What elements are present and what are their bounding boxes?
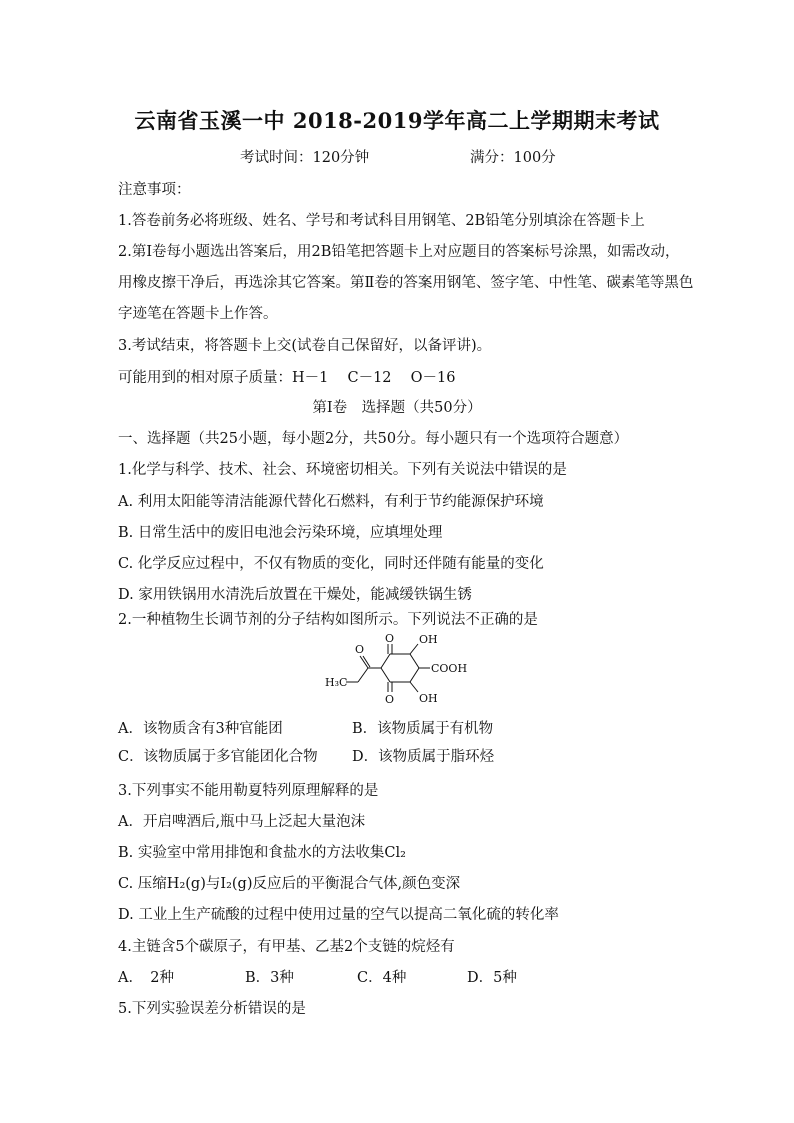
question-2-stem: 2.一种植物生长调节剂的分子结构如图所示。下列说法不正确的是	[118, 612, 538, 628]
atomic-masses: 可能用到的相对原子质量：H－1 C－12 O－16	[118, 370, 456, 386]
question-3-stem: 3.下列事实不能用勒夏特列原理解释的是	[118, 783, 379, 799]
question-4-option-d: D．5种	[467, 970, 517, 986]
mol-cooh: COOH	[431, 662, 468, 675]
question-4-option-a: A． 2种	[118, 970, 174, 986]
question-1-stem: 1.化学与科学、技术、社会、环境密切相关。下列有关说法中错误的是	[118, 462, 567, 478]
note-2-line-1: 2.第Ⅰ卷每小题选出答案后，用2B铅笔把答题卡上对应题目的答案标号涂黑，如需改动，	[118, 244, 680, 260]
question-2-option-c: C．该物质属于多官能团化合物	[118, 749, 318, 765]
mol-oh-top: OH	[419, 633, 438, 646]
exam-score: 满分：100分	[470, 150, 556, 166]
question-5-stem: 5.下列实验误差分析错误的是	[118, 1001, 306, 1017]
mol-o-left: O	[355, 643, 365, 656]
mol-o-top: O	[385, 632, 395, 645]
mol-oh-bottom: OH	[419, 692, 438, 705]
question-1-option-a: A. 利用太阳能等清洁能源代替化石燃料，有利于节约能源保护环境	[118, 494, 544, 510]
mol-ch3: H₃C	[325, 676, 348, 689]
mol-o-bottom: O	[385, 693, 395, 706]
section-instructions: 一、选择题（共25小题，每小题2分，共50分。每小题只有一个选项符合题意）	[118, 431, 629, 447]
note-2-line-2: 用橡皮擦干净后，再选涂其它答案。第Ⅱ卷的答案用钢笔、签字笔、中性笔、碳素笔等黑色	[118, 275, 694, 291]
question-1-option-c: C. 化学反应过程中，不仅有物质的变化，同时还伴随有能量的变化	[118, 556, 544, 572]
question-1-option-d: D. 家用铁锅用水清洗后放置在干燥处，能减缓铁锅生锈	[118, 587, 472, 603]
question-3-option-b: B. 实验室中常用排饱和食盐水的方法收集Cl₂	[118, 845, 406, 861]
exam-title: 云南省玉溪一中 2018-2019学年高二上学期期末考试	[134, 108, 660, 133]
question-3-option-a: A．开启啤酒后,瓶中马上泛起大量泡沫	[118, 814, 366, 830]
question-4-option-b: B．3种	[245, 970, 294, 986]
question-3-option-d: D. 工业上生产硫酸的过程中使用过量的空气以提高二氧化硫的转化率	[118, 907, 559, 923]
note-3: 3.考试结束，将答题卡上交(试卷自己保留好，以备评讲)。	[118, 338, 492, 354]
notes-heading: 注意事项：	[118, 182, 191, 198]
note-2-line-3: 字迹笔在答题卡上作答。	[118, 306, 278, 322]
note-1: 1.答卷前务必将班级、姓名、学号和考试科目用钢笔、2B铅笔分别填涂在答题卡上	[118, 213, 645, 229]
exam-time: 考试时间：120分钟	[240, 150, 370, 166]
part-1-heading: 第Ⅰ卷 选择题（共50分）	[312, 400, 482, 416]
question-2-option-d: D．该物质属于脂环烃	[352, 749, 495, 765]
question-4-option-c: C．4种	[357, 970, 407, 986]
question-2-option-a: A．该物质含有3种官能团	[118, 721, 283, 737]
question-1-option-b: B. 日常生活中的废旧电池会污染环境，应填埋处理	[118, 525, 443, 541]
question-3-option-c: C. 压缩H₂(g)与I₂(g)反应后的平衡混合气体,颜色变深	[118, 876, 461, 892]
question-4-stem: 4.主链含5个碳原子，有甲基、乙基2个支链的烷烃有	[118, 939, 455, 955]
question-2-option-b: B．该物质属于有机物	[352, 721, 494, 737]
molecular-structure-diagram	[318, 632, 478, 712]
